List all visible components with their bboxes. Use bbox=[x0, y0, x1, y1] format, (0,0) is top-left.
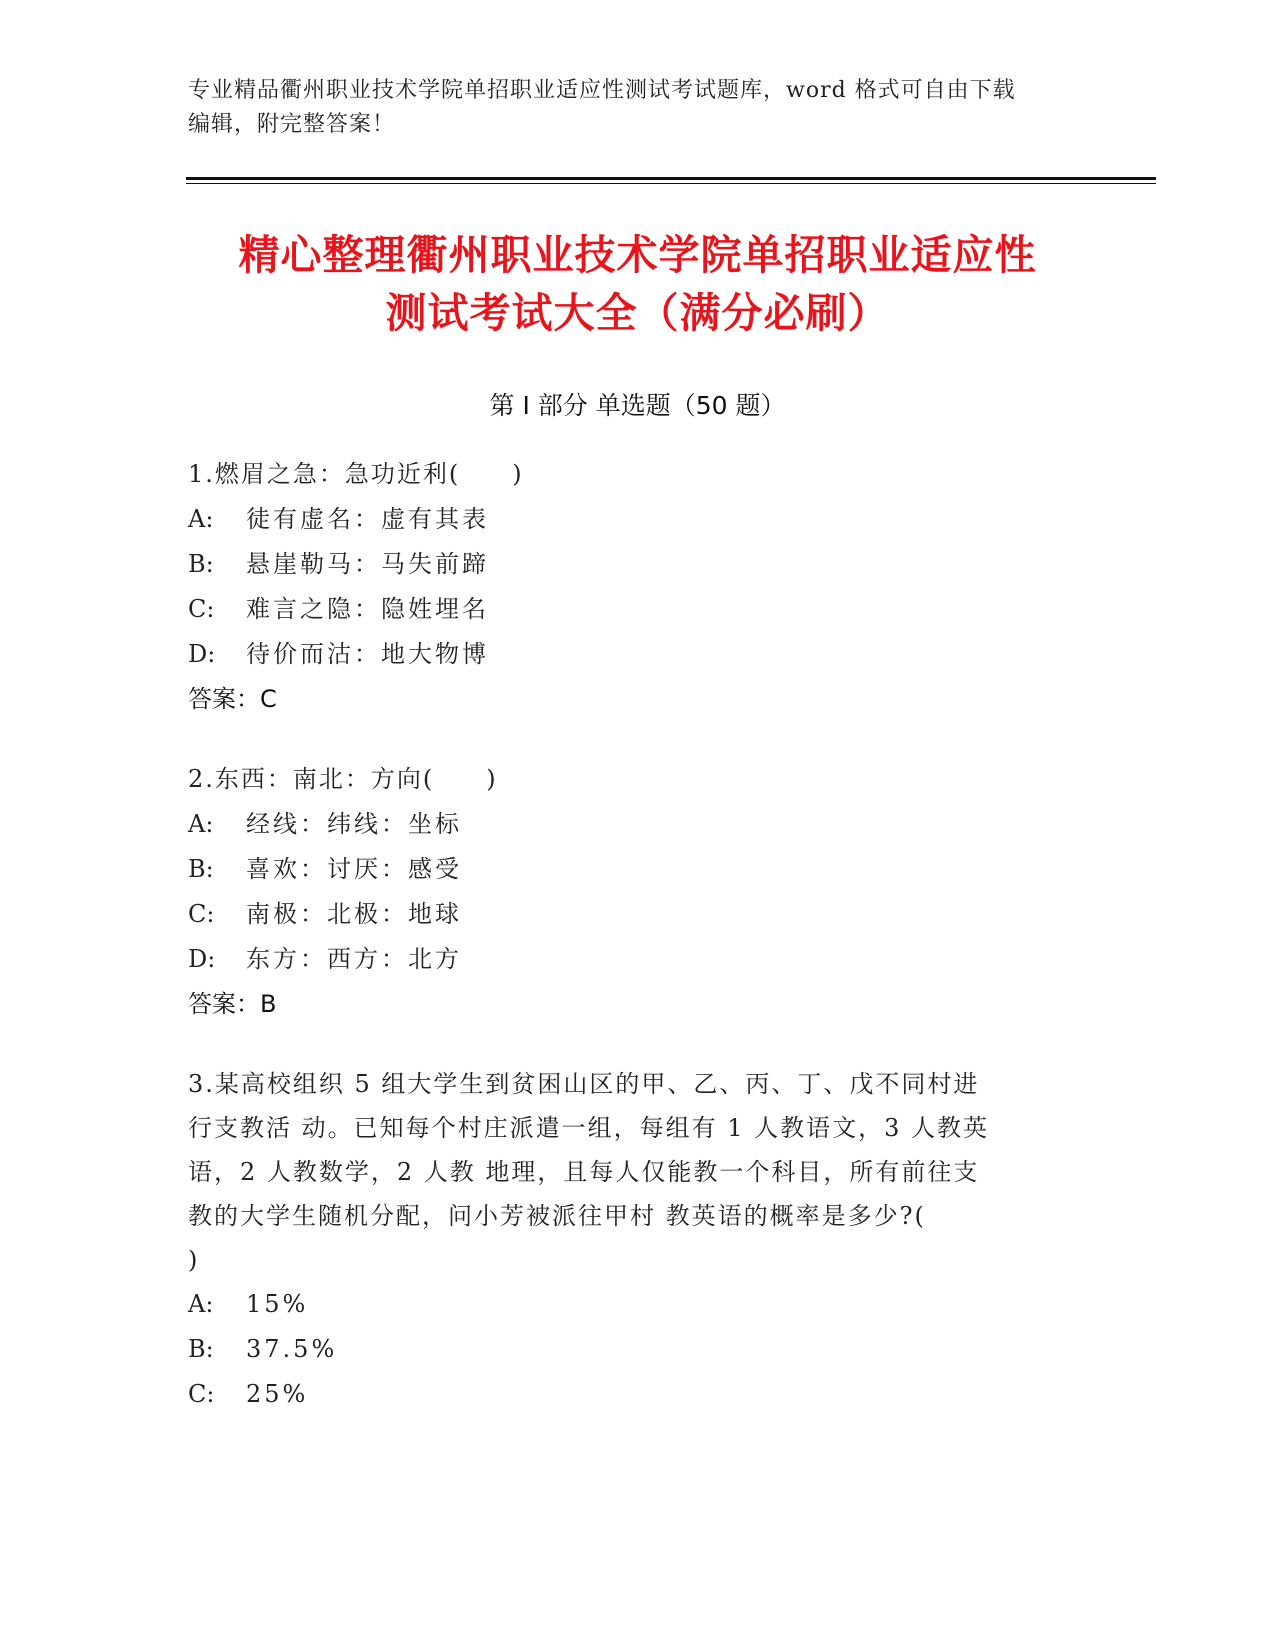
option-text: 南极：北极：地球 bbox=[246, 900, 462, 928]
option-key: C: bbox=[188, 595, 215, 623]
option-text: 东方：西方：北方 bbox=[246, 945, 462, 973]
header-note bbox=[188, 74, 1068, 142]
answer-line: 答案：B bbox=[188, 990, 277, 1018]
header-note-line-2: 编辑，附完整答案！ bbox=[188, 112, 396, 137]
option-b bbox=[188, 847, 1068, 892]
option-key: B: bbox=[188, 1335, 214, 1363]
document-title-line-1: 精心整理衢州职业技术学院单招职业适应性 bbox=[238, 231, 1037, 279]
option-text: 25% bbox=[246, 1380, 309, 1408]
option-key: C: bbox=[188, 900, 215, 928]
question-stem-line: 教的大学生随机分配，问小芳被派往甲村 教英语的概率是多少?( bbox=[188, 1202, 926, 1230]
header-divider-thin bbox=[186, 183, 1156, 184]
answer-line: 答案：C bbox=[188, 685, 277, 713]
section-heading: 第 I 部分 单选题（50 题） bbox=[489, 391, 786, 420]
option-b bbox=[188, 542, 1068, 587]
question-stem-line: 3.某高校组织 5 组大学生到贫困山区的甲、乙、丙、丁、戊不同村进 bbox=[188, 1070, 980, 1098]
option-d bbox=[188, 632, 1068, 677]
option-d bbox=[188, 937, 1068, 982]
question-stem: 2.东西：南北：方向( ) bbox=[188, 765, 498, 793]
question-3 bbox=[188, 1062, 1068, 1417]
option-key: A: bbox=[188, 810, 214, 838]
question-1 bbox=[188, 452, 1068, 722]
option-key: D: bbox=[188, 640, 216, 668]
option-b bbox=[188, 1327, 1068, 1372]
option-text: 徒有虚名：虚有其表 bbox=[246, 505, 489, 533]
option-key: B: bbox=[188, 855, 214, 883]
option-c bbox=[188, 1372, 1068, 1417]
option-key: C: bbox=[188, 1380, 215, 1408]
option-key: D: bbox=[188, 945, 216, 973]
option-text: 经线：纬线：坐标 bbox=[246, 810, 462, 838]
option-c bbox=[188, 587, 1068, 632]
question-stem: 1.燃眉之急：急功近利( ) bbox=[188, 460, 524, 488]
option-key: B: bbox=[188, 550, 214, 578]
question-stem-line: 行支教活 动。已知每个村庄派遣一组，每组有 1 人教语文，3 人教英 bbox=[188, 1114, 990, 1142]
option-c bbox=[188, 892, 1068, 937]
option-a bbox=[188, 802, 1068, 847]
option-text: 难言之隐：隐姓埋名 bbox=[246, 595, 489, 623]
document-title bbox=[150, 226, 1125, 342]
option-text: 37.5% bbox=[246, 1335, 338, 1363]
question-stem-line: ) bbox=[188, 1246, 200, 1274]
header-divider-thick bbox=[186, 177, 1156, 180]
option-a bbox=[188, 1282, 1068, 1327]
option-text: 喜欢：讨厌：感受 bbox=[246, 855, 462, 883]
header-note-line-1: 专业精品衢州职业技术学院单招职业适应性测试考试题库，word 格式可自由下载 bbox=[188, 78, 1016, 103]
option-key: A: bbox=[188, 505, 214, 533]
option-text: 悬崖勒马：马失前蹄 bbox=[246, 550, 489, 578]
document-title-line-2: 测试考试大全（满分必刷） bbox=[385, 289, 890, 337]
option-key: A: bbox=[188, 1290, 214, 1318]
question-stem-line: 语，2 人教数学，2 人教 地理，且每人仅能教一个科目，所有前往支 bbox=[188, 1158, 980, 1186]
option-text: 15% bbox=[246, 1290, 309, 1318]
option-text: 待价而沽：地大物博 bbox=[246, 640, 489, 668]
question-2 bbox=[188, 757, 1068, 1027]
option-a bbox=[188, 497, 1068, 542]
question-stem bbox=[188, 1062, 1068, 1282]
